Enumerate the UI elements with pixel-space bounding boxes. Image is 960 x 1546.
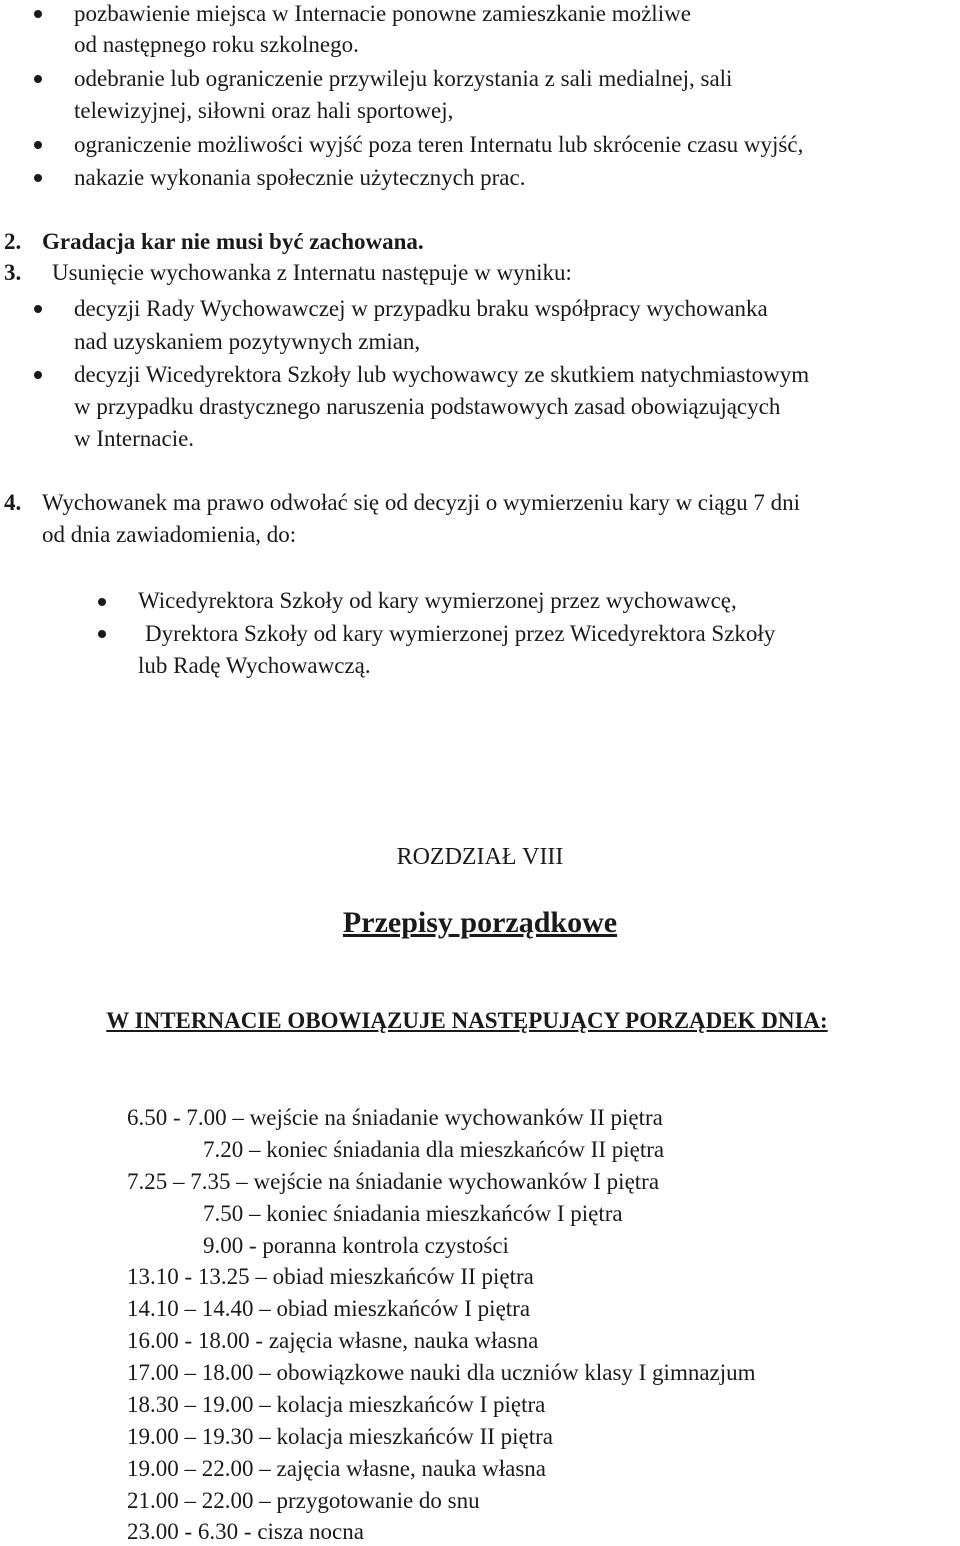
schedule-row: 19.00 – 22.00 – zajęcia własne, nauka własna: [127, 1456, 546, 1481]
list-item: pozbawienie miejsca w Internacie ponowne zamieszkanie możliwe: [74, 1, 691, 26]
schedule-row: 7.20 – koniec śniadania dla mieszkańców II piętra: [203, 1137, 665, 1162]
list-item-cont: w przypadku drastycznego naruszenia podstawowych zasad obowiązujących: [74, 394, 781, 419]
schedule-row: 13.10 - 13.25 – obiad mieszkańców II piętra: [127, 1264, 534, 1289]
bullet-dot: [34, 141, 42, 149]
list-item: Wicedyrektora Szkoły od kary wymierzonej przez wychowawcę,: [138, 588, 737, 613]
bullet-dot: [34, 75, 42, 83]
bullet-dot: [98, 630, 106, 638]
point-text: Wychowanek ma prawo odwołać się od decyzji o wymierzeniu kary w ciągu 7 dni: [42, 490, 801, 515]
schedule-heading: W INTERNACIE OBOWIĄZUJE NASTĘPUJĄCY PORZĄDEK DNIA:: [106, 1008, 828, 1033]
list-item: decyzji Wicedyrektora Szkoły lub wychowawcy ze skutkiem natychmiastowym: [74, 362, 810, 387]
chapter-number: ROZDZIAŁ VIII: [396, 844, 564, 870]
list-item-cont: nad uzyskaniem pozytywnych zmian,: [74, 329, 421, 354]
list-item: nakazie wykonania społecznie użytecznych prac.: [74, 165, 526, 190]
schedule-row: 21.00 – 22.00 – przygotowanie do snu: [127, 1488, 480, 1513]
point-number: 3.: [4, 260, 22, 285]
schedule-row: 18.30 – 19.00 – kolacja mieszkańców I piętra: [127, 1392, 546, 1417]
schedule-row: 17.00 – 18.00 – obowiązkowe nauki dla uczniów klasy I gimnazjum: [127, 1360, 756, 1385]
point-number: 4.: [4, 490, 22, 515]
schedule-row: 7.50 – koniec śniadania mieszkańców I piętra: [203, 1201, 623, 1226]
point-text: Usunięcie wychowanka z Internatu następuje w wyniku:: [52, 260, 572, 285]
schedule-row: 9.00 - poranna kontrola czystości: [203, 1233, 509, 1258]
bullet-dot: [98, 598, 106, 606]
list-item: odebranie lub ograniczenie przywileju korzystania z sali medialnej, sali: [74, 66, 733, 91]
point-text-cont: od dnia zawiadomienia, do:: [42, 522, 297, 547]
bullet-dot: [34, 10, 42, 18]
list-item: Dyrektora Szkoły od kary wymierzonej przez Wicedyrektora Szkoły: [145, 621, 776, 646]
schedule-row: 16.00 - 18.00 - zajęcia własne, nauka własna: [127, 1328, 539, 1353]
list-item-cont: od następnego roku szkolnego.: [74, 32, 359, 57]
point-number: 2.: [4, 229, 22, 254]
schedule-row: 19.00 – 19.30 – kolacja mieszkańców II piętra: [127, 1424, 554, 1449]
chapter-title: Przepisy porządkowe: [342, 906, 618, 939]
list-item: decyzji Rady Wychowawczej w przypadku braku współpracy wychowanka: [74, 296, 768, 321]
schedule-row: 6.50 - 7.00 – wejście na śniadanie wychowanków II piętra: [127, 1105, 663, 1130]
point-text: Gradacja kar nie musi być zachowana.: [42, 229, 424, 254]
schedule-row: 7.25 – 7.35 – wejście na śniadanie wychowanków I piętra: [127, 1169, 660, 1194]
list-item-cont: w Internacie.: [74, 426, 195, 451]
list-item-cont: telewizyjnej, siłowni oraz hali sportowej,: [74, 98, 454, 123]
schedule-row: 23.00 - 6.30 - cisza nocna: [127, 1519, 364, 1544]
bullet-dot: [34, 305, 42, 313]
list-item: ograniczenie możliwości wyjść poza teren Internatu lub skrócenie czasu wyjść,: [74, 132, 804, 157]
bullet-dot: [34, 371, 42, 379]
schedule-row: 14.10 – 14.40 – obiad mieszkańców I piętra: [127, 1296, 531, 1321]
bullet-dot: [34, 174, 42, 182]
list-item-cont: lub Radę Wychowawczą.: [138, 653, 371, 678]
